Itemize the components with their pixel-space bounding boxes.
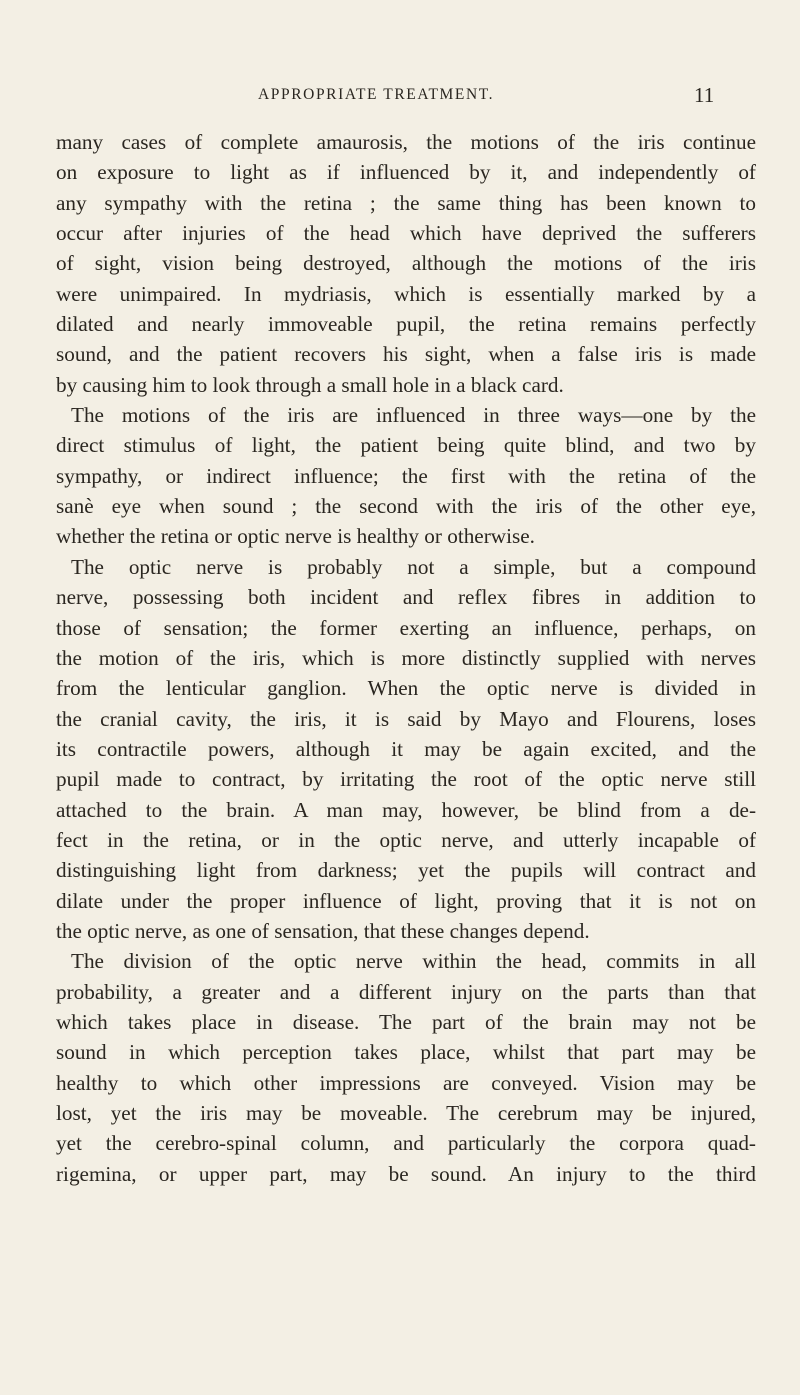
running-title: APPROPRIATE TREATMENT. [258, 86, 495, 103]
text-line: healthy to which other impressions are conveyed. Vision may be [56, 1070, 756, 1095]
text-line: any sympathy with the retina ; the same thing has been known to [56, 190, 756, 215]
text-line: by causing him to look through a small hole in a black card. [56, 372, 564, 397]
running-head [0, 83, 800, 112]
text-line: lost, yet the iris may be moveable. The cerebrum may be injured, [56, 1101, 756, 1125]
text-line: on exposure to light as if influenced by it, and independently of [56, 160, 756, 185]
body-text [56, 127, 756, 1189]
text-line: probability, a greater and a different injury on the parts than that [56, 979, 756, 1004]
text-line: yet the cerebro-spinal column, and particularly the corpora quad- [56, 1131, 756, 1156]
text-line: many cases of complete amaurosis, the motions of the iris continue [56, 130, 756, 154]
text-line: were unimpaired. In mydriasis, which is essentially marked by a [56, 281, 756, 306]
text-line: the optic nerve, as one of sensation, that these changes depend. [56, 918, 590, 943]
text-line: those of sensation; the former exerting an influence, perhaps, on [56, 615, 756, 640]
text-line: distinguishing light from darkness; yet the pupils will contract and [56, 858, 756, 883]
text-line: sound in which perception takes place, whilst that part may be [56, 1040, 756, 1065]
text-line: nerve, possessing both incident and reflex fibres in addition to [56, 585, 756, 610]
text-line: which takes place in disease. The part of the brain may not be [56, 1009, 756, 1034]
text-line: its contractile powers, although it may be again excited, and the [56, 736, 756, 761]
text-line: The division of the optic nerve within the head, commits in all [71, 949, 756, 974]
text-line: rigemina, or upper part, may be sound. An injury to the third [56, 1161, 756, 1186]
text-line: sound, and the patient recovers his sight, when a false iris is made [56, 342, 756, 367]
text-line: the motion of the iris, which is more distinctly supplied with nerves [56, 645, 756, 670]
text-line: from the lenticular ganglion. When the optic nerve is divided in [56, 676, 756, 701]
text-line: The optic nerve is probably not a simple, but a compound [71, 554, 756, 579]
text-line: The motions of the iris are influenced in three ways—one by the [71, 403, 756, 428]
text-line: sympathy, or indirect influence; the first with the retina of the [56, 463, 756, 488]
text-line: occur after injuries of the head which have deprived the sufferers [56, 221, 756, 246]
text-line: dilated and nearly immoveable pupil, the retina remains perfectly [56, 312, 756, 337]
text-line: sanè eye when sound ; the second with the iris of the other eye, [56, 494, 756, 519]
page-number: 11 [694, 83, 715, 107]
text-line: pupil made to contract, by irritating the root of the optic nerve still [56, 767, 756, 792]
text-line: dilate under the proper influence of light, proving that it is not on [56, 888, 756, 913]
text-line: of sight, vision being destroyed, although the motions of the iris [56, 251, 756, 276]
text-line: the cranial cavity, the iris, it is said by Mayo and Flourens, loses [56, 706, 756, 731]
text-line: whether the retina or optic nerve is healthy or otherwise. [56, 524, 535, 549]
text-line: attached to the brain. A man may, however, be blind from a de- [56, 797, 756, 822]
text-line: direct stimulus of light, the patient being quite blind, and two by [56, 433, 756, 458]
text-line: fect in the retina, or in the optic nerve, and utterly incapable of [56, 827, 756, 852]
